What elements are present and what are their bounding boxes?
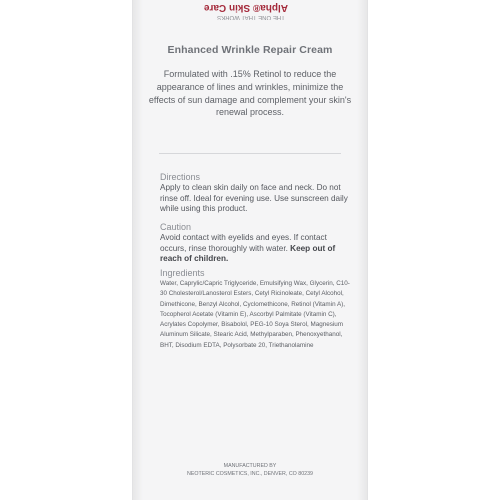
product-title: Enhanced Wrinkle Repair Cream <box>167 44 333 56</box>
caution-text: Avoid contact with eyelids and eyes. If contact occurs, rinse thoroughly with water. <box>160 233 327 253</box>
flap-brand-text: Alpha® Skin Care <box>203 2 288 13</box>
manufacturer-label: MANUFACTURED BY <box>223 463 277 469</box>
box-edge-shadow-right <box>357 0 367 500</box>
directions-section <box>160 172 350 215</box>
box-edge-shadow-left <box>133 0 143 500</box>
caution-text-block <box>160 233 350 265</box>
directions-text: Apply to clean skin daily on face and neck. Do not rinse off. Ideal for evening use. Use sunscreen daily while using this product. <box>160 183 348 214</box>
product-description: Formulated with .15% Retinol to reduce the appearance of lines and wrinkles, minimize the effects of sun damage and complement your skin's renewal process. <box>148 69 352 118</box>
flap-tagline: THE ONE THAT WORKS <box>217 14 285 20</box>
ingredients-list: Water, Caprylic/Capric Triglyceride, Emulsifying Wax, Glycerin, C10-30 Cholesterol/Lanosterol Esters, Cetyl Ricinoleate, Cetyl Alcohol, Dimethicone, Benzyl Alcohol, Cyclomethicone, Retinol (Vitamin A), Tocopherol Acetate (Vitamin E), Ascorbyl Palmitate (Vitamin C), Acrylates Copolymer, Bisabolol, PEG-10 Soya Sterol, Magnesium Aluminum Silicate, Stearic Acid, Methylparaben, Phenoxyethanol, BHT, Disodium EDTA, Polysorbate 20, Triethanolamine <box>160 280 350 349</box>
caution-section <box>160 222 350 265</box>
caution-heading: Caution <box>160 222 192 232</box>
manufacturer-info <box>143 463 357 478</box>
ingredients-section <box>160 268 350 351</box>
manufacturer-address: NEOTERIC COSMETICS, INC., DENVER, CO 80239 <box>187 470 313 477</box>
caution-warning: Keep out of reach of children. <box>160 243 336 264</box>
top-flap <box>203 0 288 26</box>
ingredients-heading: Ingredients <box>160 268 205 278</box>
section-divider <box>159 153 341 154</box>
directions-heading: Directions <box>160 172 201 182</box>
